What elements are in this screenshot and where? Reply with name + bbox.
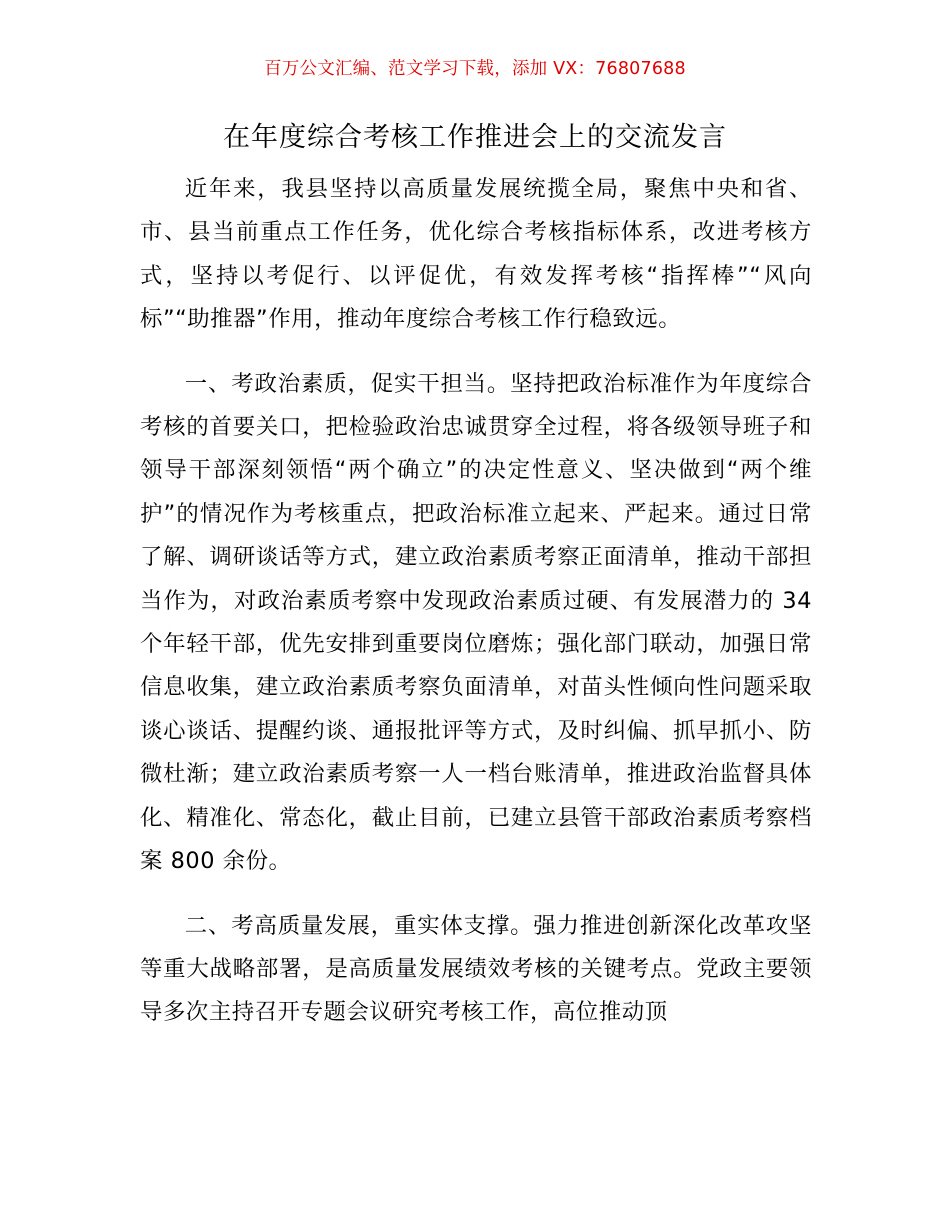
paragraph-intro: 近年来，我县坚持以高质量发展统揽全局，聚焦中央和省、市、县当前重点工作任务，优化综合考核指标体系，改进考核方式，坚持以考促行、以评促优，有效发挥考核“指挥棒”“风向标”“助推器”作用，推动年度综合考核工作行稳致远。 (140, 176, 812, 333)
paragraph-section-2: 二、考高质量发展，重实体支撑。强力推进创新深化改革攻坚等重大战略部署，是高质量发展绩效考核的关键考点。党政主要领导多次主持召开专题会议研究考核工作，高位推动顶 (140, 912, 812, 1026)
paragraph-section-1: 一、考政治素质，促实干担当。坚持把政治标准作为年度综合考核的首要关口，把检验政治忠诚贯穿全过程，将各级领导班子和领导干部深刻领悟“两个确立”的决定性意义、坚决做到“两个维护”的情况作为考核重点，把政治标准立起来、严起来。通过日常了解、调研谈话等方式，建立政治素质考察正面清单，推动干部担当作为，对政治素质考察中发现政治素质过硬、有发展潜力的 34 个年轻干部，优先安排到重要岗位磨炼；强化部门联动，加强日常信息收集，建立政治素质考察负面清单，对苗头性倾向性问题采取谈心谈话、提醒约谈、通报批评等方式，及时纠偏、抓早抓小、防微杜渐；建立政治素质考察一人一档台账清单，推进政治监督具体化、精准化、常态化，截止目前，已建立县管干部政治素质考察档案 800 余份。 (140, 370, 812, 875)
watermark-header: 百万公文汇编、范文学习下载，添加 VX：76807688 (264, 59, 686, 79)
document-body (140, 168, 812, 1056)
document-title: 在年度综合考核工作推进会上的交流发言 (223, 122, 727, 153)
